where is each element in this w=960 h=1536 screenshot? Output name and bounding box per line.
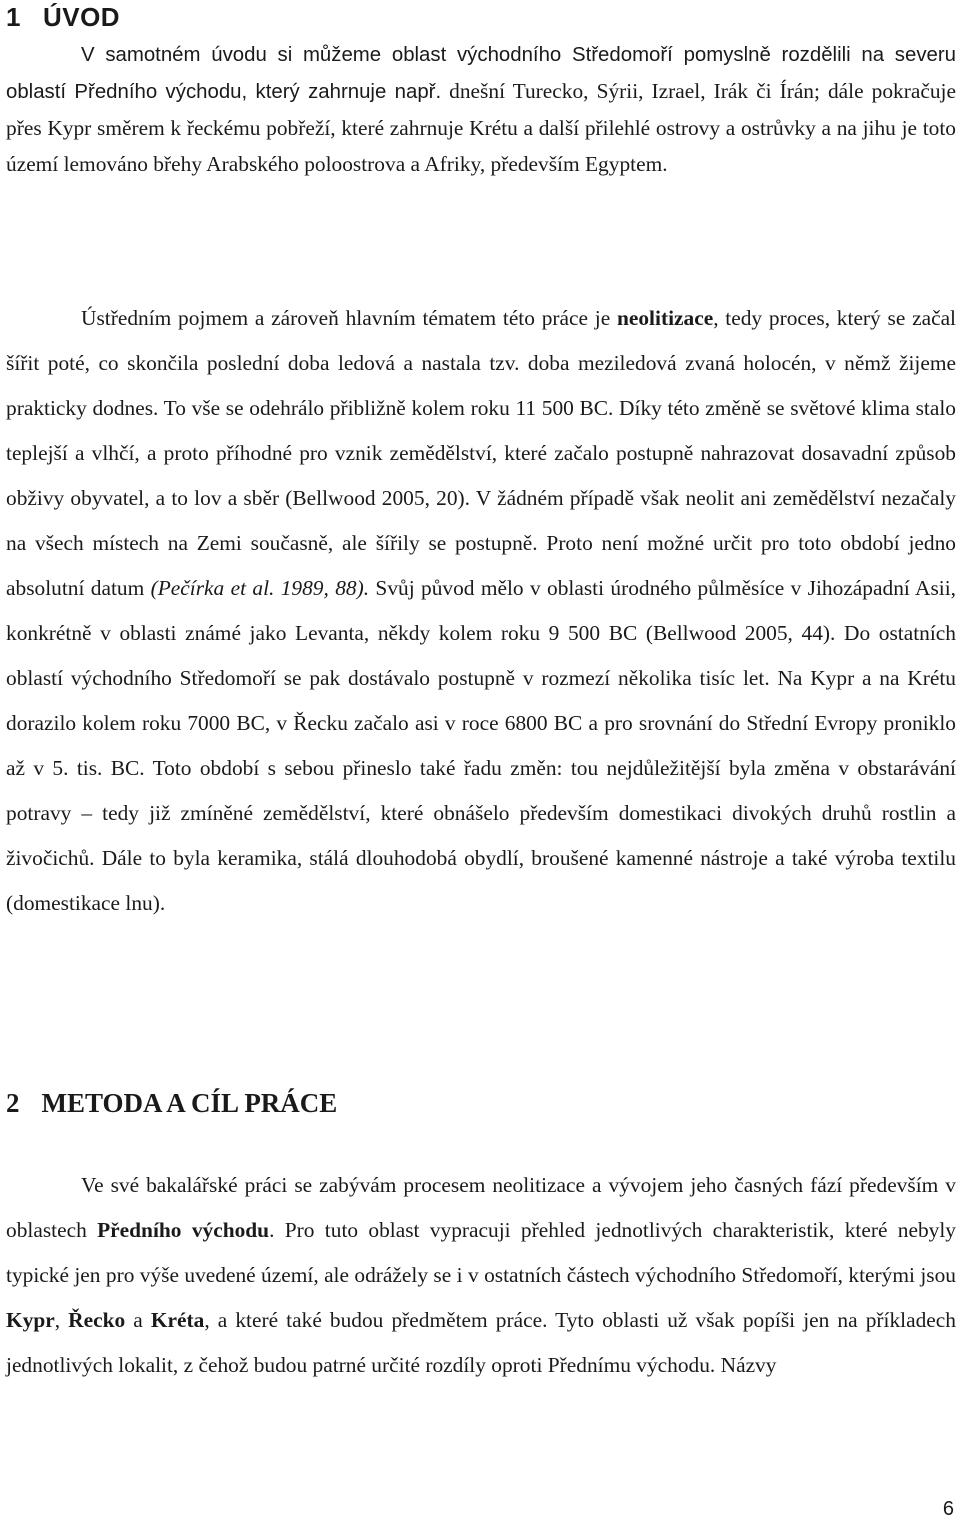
para3-text-4: a [125, 1308, 151, 1332]
neolithization-paragraph [6, 296, 956, 926]
para2-text-2: , tedy proces, který se začal šířit poté, co skončila poslední doba ledová a nastala tzv. doba meziledová zvaná holocén, v němž žijeme prakticky dodnes. To vše se odehrálo přibližně kolem roku 11 500 BC. Díky této změně se světové klima stalo teplejší a vlhčí, a proto příhodné pro vznik zemědělství, které začalo postupně nahrazovat dosavadní způsob obživy obyvatel, a to lov a sběr (Bellwood 2005, 20). V žádném případě však neolit ani zemědělství nezačaly na všech místech na Zemi současně, ale šířily se postupně. Proto není možné určit pro toto období jedno absolutní datum [6, 306, 957, 600]
para3-text-1: Ve své bakalářské práci se zabývám procesem neolitizace a vývojem jeho časných fází především v oblastech [6, 1173, 956, 1242]
para2-bold-term: neolitizace [616, 306, 714, 330]
heading-2 [6, 1088, 337, 1119]
heading-1-title: ÚVOD [42, 2, 121, 32]
method-paragraph [6, 1163, 956, 1388]
para3-text-5: , a které také budou předmětem práce. Tyto oblasti už však popíši jen na příkladech jednotlivých lokalit, z čehož budou patrné určité rozdíly oproti Přednímu východu. Názvy [6, 1308, 956, 1377]
intro-sentence-1: V samotném úvodu si můžeme oblast východního Středomoří pomyslně rozdělili na severu oblastí Předního východu, který zahrnuje např. [6, 44, 956, 103]
para2-text-3: Svůj původ mělo v oblasti úrodného půlměsíce v Jihozápadní Asii, konkrétně v oblasti známé jako Levanta, někdy kolem roku 9 500 BC (Bellwood 2005, 44). Do ostatních oblastí východního Středomoří se pak dostávalo postupně v rozmezí několika tisíc let. Na Kypr a na Krétu dorazilo kolem roku 7000 BC, v Řecku začalo asi v roce 6800 BC a pro srovnání do Střední Evropy proniklo až v 5. tis. BC. Toto období s sebou přineslo také řadu změn: tou nejdůležitější byla změna v obstarávání potravy – tedy již zmíněné zemědělství, které obnášelo především domestikaci divokých druhů rostlin a živočichů. Dále to byla keramika, stálá dlouhodobá obydlí, broušené kamenné nástroje a také výroba textilu (domestikace lnu). [6, 576, 957, 915]
para3-text-2: . Pro tuto oblast vypracuji přehled jednotlivých charakteristik, které nebyly typické jen pro výše uvedené území, ale odrážely se i v ostatních částech východního Středomoří, kterými jsou [6, 1218, 957, 1287]
page-number: 6 [942, 1498, 954, 1520]
intro-sentence-2: dnešní Turecko, Sýrii, Izrael, Irák či Írán; dále pokračuje přes Kypr směrem k řeckému pobřeží, které zahrnuje Krétu a další přilehlé ostrovy a ostrůvky a na jihu je toto území lemováno břehy Arabského poloostrova a Afriky, především Egyptem. [6, 79, 956, 176]
para3-bold-greece: Řecko [68, 1308, 126, 1332]
para3-text-3: , [54, 1308, 69, 1332]
para3-bold-near-east: Předního východu [97, 1218, 270, 1242]
heading-1-number: 1 [6, 2, 21, 32]
para2-citation: (Pečírka et al. 1989, 88). [150, 576, 370, 600]
intro-paragraph [6, 36, 956, 182]
para3-bold-cyprus: Kypr [6, 1308, 55, 1332]
para3-bold-crete: Kréta [150, 1308, 205, 1332]
heading-2-title: METODA A CÍL PRÁCE [41, 1088, 338, 1118]
heading-2-number: 2 [6, 1088, 20, 1118]
heading-1 [6, 2, 120, 33]
para2-text-1: Ústředním pojmem a zároveň hlavním tématem této práce je [81, 306, 617, 330]
